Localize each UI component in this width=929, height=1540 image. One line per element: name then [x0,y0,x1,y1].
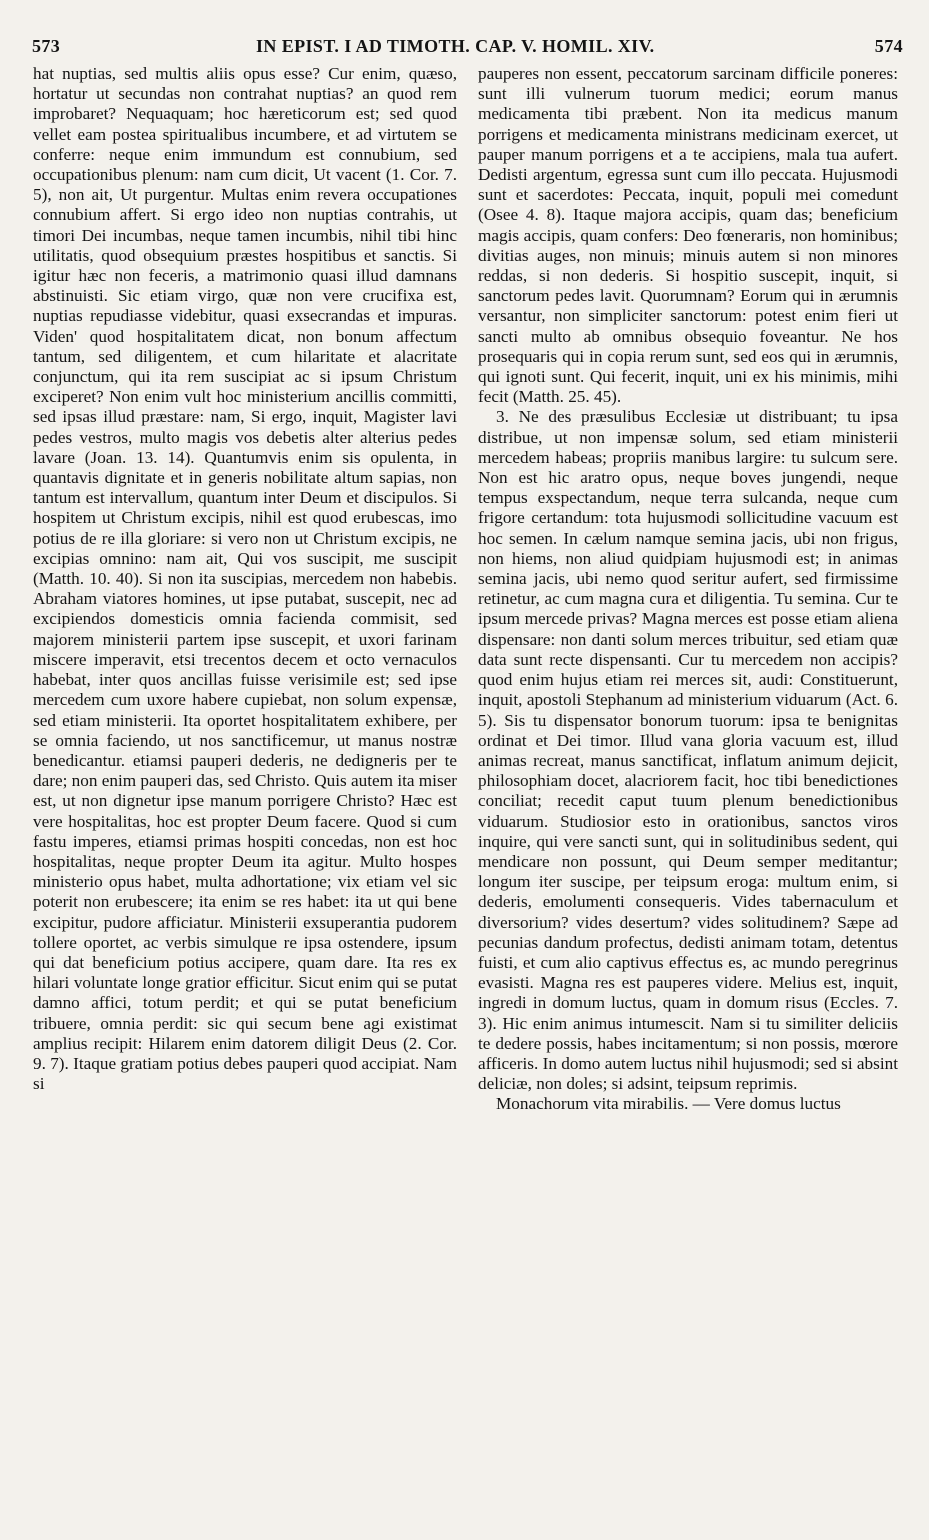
page-number-right: 574 [874,36,903,56]
paragraph: hat nuptias, sed multis aliis opus esse? Cur enim, quæso, hortatur ut secundas non contrahat nuptias? an quod rem improbaret? Nequaquam; hoc hæreticorum est; sed quod vellet eam postea spiritualibus incumbere, et ad virtutem se conferre: neque enim immundum est connubium, sed occupationibus plenum: nam cum dicit, Ut vacent (1. Cor. 7. 5), non ait, Ut purgentur. Multas enim revera occupationes connubium affert. Si ergo ideo non nuptias contrahis, ut timori Dei incumbas, neque tamen incumbis, nihil tibi hinc utilitatis, quod obsequium præstes hospitibus et sanctis. Si igitur hæc non feceris, a matrimonio quasi illud damnans abstinuisti. Sic etiam virgo, quæ non vere crucifixa est, nuptias repudiasse videbitur, quasi exsecrandas et impuras. Viden' quod hospitalitatem dicat, non bonum affectum tantum, sed diligentem, et cum hilaritate et alacritate conjunctum, qui ita rem suscipiat ac si ipsum Christum exciperet? Non enim vult hoc ministerium ancillis committi, sed ipsas illud præstare: nam, Si ergo, inquit, Magister lavi pedes vestros, multo magis vos debetis alter alterius pedes lavare (Joan. 13. 14). Quantumvis enim sis opulenta, in quantavis dignitate et in generis nobilitate altum sapias, non tantum est intervallum, quantum inter Deum et discipulos. Si hospitem ut Christum excipis, nihil est quod erubescas, imo potius de re illa gloriare: si vero non ut Christum excipis, ne excipias omnino: nam ait, Qui vos suscipit, me suscipit (Matth. 10. 40). Si non ita suscipias, mercedem non habebis. Abraham viatores homines, ut ipse putabat, suscepit, nec ad excipiendos domesticis omnia facienda commisit, sed majorem ministerii partem ipse suscepit, et uxori farinam miscere imperavit, etsi trecentos decem et octo vernaculos habebat, inter quos ancillas fuisse verisimile est; sed ipse mercedem cum uxore habere cupiebat, non solum expensæ, sed etiam ministerii. Ita oportet hospitalitatem exhibere, per se omnia faciendo, ut nos sanctificemur, ut manus nostræ benedicantur. etiamsi pauperi dederis, ne dedigneris per te dare; non enim pauperi das, sed Christo. Quis autem ita miser est, ut non dignetur ipse manum porrigere Christo? Hæc est vere hospitalitas, hoc est propter Deum facere. Quod si cum fastu imperes, etiamsi primas hospiti concedas, non est hoc hospitalitas, neque propter Deum ita agitur. Multo hospes ministerio opus habet, multa adhortatione; vix etiam vel sic poterit non erubescere; ita enim se res habet: ita ut qui bene excipitur, pudore afficiatur. Ministerii exsuperantia pudorem tollere oportet, ac verbis simulque re ipsa ostendere, ipsum qui dat beneficium potius accipere, quam dare. Ita res ex hilari voluntate longe gratior efficitur. Sicut enim qui se putat damno affici, totum perdit; et qui se putat beneficium tribuere, omnia perdit: sic qui secum bene agi existimat amplius recipit: Hilarem enim datorem diligit Deus (2. Cor. 9. 7). Itaque gratiam potius debes pauperi quod accipiat. Nam si [33,64,457,1094]
right-column [478,64,898,1115]
paragraph: 3. Ne des præsulibus Ecclesiæ ut distribuant; tu ipsa distribue, ut non impensæ solum, sed etiam ministerii mercedem habeas; propriis manibus largire: tu sulcum sere. Non est hic aratro opus, neque boves jungendi, neque tempus exspectandum, neque terra sulcanda, neque cum frigore certandum: tota hujusmodi sollicitudine vacuum est hoc semen. In cælum namque semina jacis, ubi non frigus, non hiems, non aliud quidpiam hujusmodi est; in animas semina jacis, ubi nemo quod seritur aufert, sed firmissime retinetur, ac cum magna cura et diligentia. Tu semina. Cur te ipsum mercede privas? Magna merces est posse etiam aliena dispensare: non danti solum merces tribuitur, sed etiam quæ data sunt recte dispensanti. Cur tu mercedem non accipis? quod enim hujus etiam rei merces sit, audi: Constituerunt, inquit, apostoli Stephanum ad ministerium viduarum (Act. 6. 5). Sis tu dispensator bonorum tuorum: ipsa te benignitas ordinat et Dei timor. Illud vana gloria vacuum est, illud animas recreat, manus sanctificat, inflatum animum dejicit, philosophiam docet, alacriorem facit, hoc tibi benedictiones conciliat; recedit caput tuum plenum benedictionibus viduarum. Studiosior esto in orationibus, sanctos viros inquire, qui vere sancti sunt, qui in solitudinibus sedent, qui mendicare non possunt, qui Deum semper meditantur; longum iter suscipe, per teipsum eroga: multum enim, si dederis, emolumenti consequeris. Vides tabernaculum et diversorium? vides desertum? vides solitudinem? Sæpe ad pecunias dandum profectus, dedisti animam totam, detentus fuisti, et cum alio captivus effectus es, ac mundo peregrinus evasisti. Magna res est pauperes videre. Melius est, inquit, ingredi in domum luctus, quam in domum risus (Eccles. 7. 3). Hic enim animus intumescit. Nam si tu similiter deliciis te dedere possis, habes incitamentum; si non possis, mœrore afficeris. In domo autem luctus nihil hujusmodi; sed si absint deliciæ, non doles; si adsint, teipsum reprimis. [478,407,898,1094]
running-header [32,34,903,60]
page-number-left: 573 [32,36,61,56]
left-column [33,64,457,1094]
paragraph: pauperes non essent, peccatorum sarcinam difficile poneres: sunt illi vulnerum tuorum medici; eorum manus medicamenta tibi præbent. Non ita medicus manum porrigens et medicamenta ministrans medicinam exercet, ut pauper manum porrigens et a te accipiens, mala tua aufert. Dedisti argentum, egressa sunt cum illo peccata. Hujusmodi sunt et sacerdotes: Peccata, inquit, populi mei comedunt (Osee 4. 8). Itaque majora accipis, quam das; beneficium magis accipis, quam confers: Deo fœneraris, non hominibus; divitias auges, non minuis; minuis autem si non minores reddas, si non dederis. Si hospitio suscepit, inquit, si sanctorum pedes lavit. Quorumnam? Eorum qui in ærumnis versantur, non simpliciter sanctorum: potest enim fieri ut sancti multo ab omnibus obsequio foveantur. Ne hos prosequaris qui in copia rerum sunt, sed eos qui in ærumnis, qui ignoti sunt. Qui fecerit, inquit, uni ex his minimis, mihi fecit (Matth. 25. 45). [478,64,898,407]
section-heading-paragraph: Monachorum vita mirabilis. — Vere domus luctus [496,1094,841,1114]
running-title: IN EPIST. I AD TIMOTH. CAP. V. HOMIL. XIV. [256,36,655,56]
